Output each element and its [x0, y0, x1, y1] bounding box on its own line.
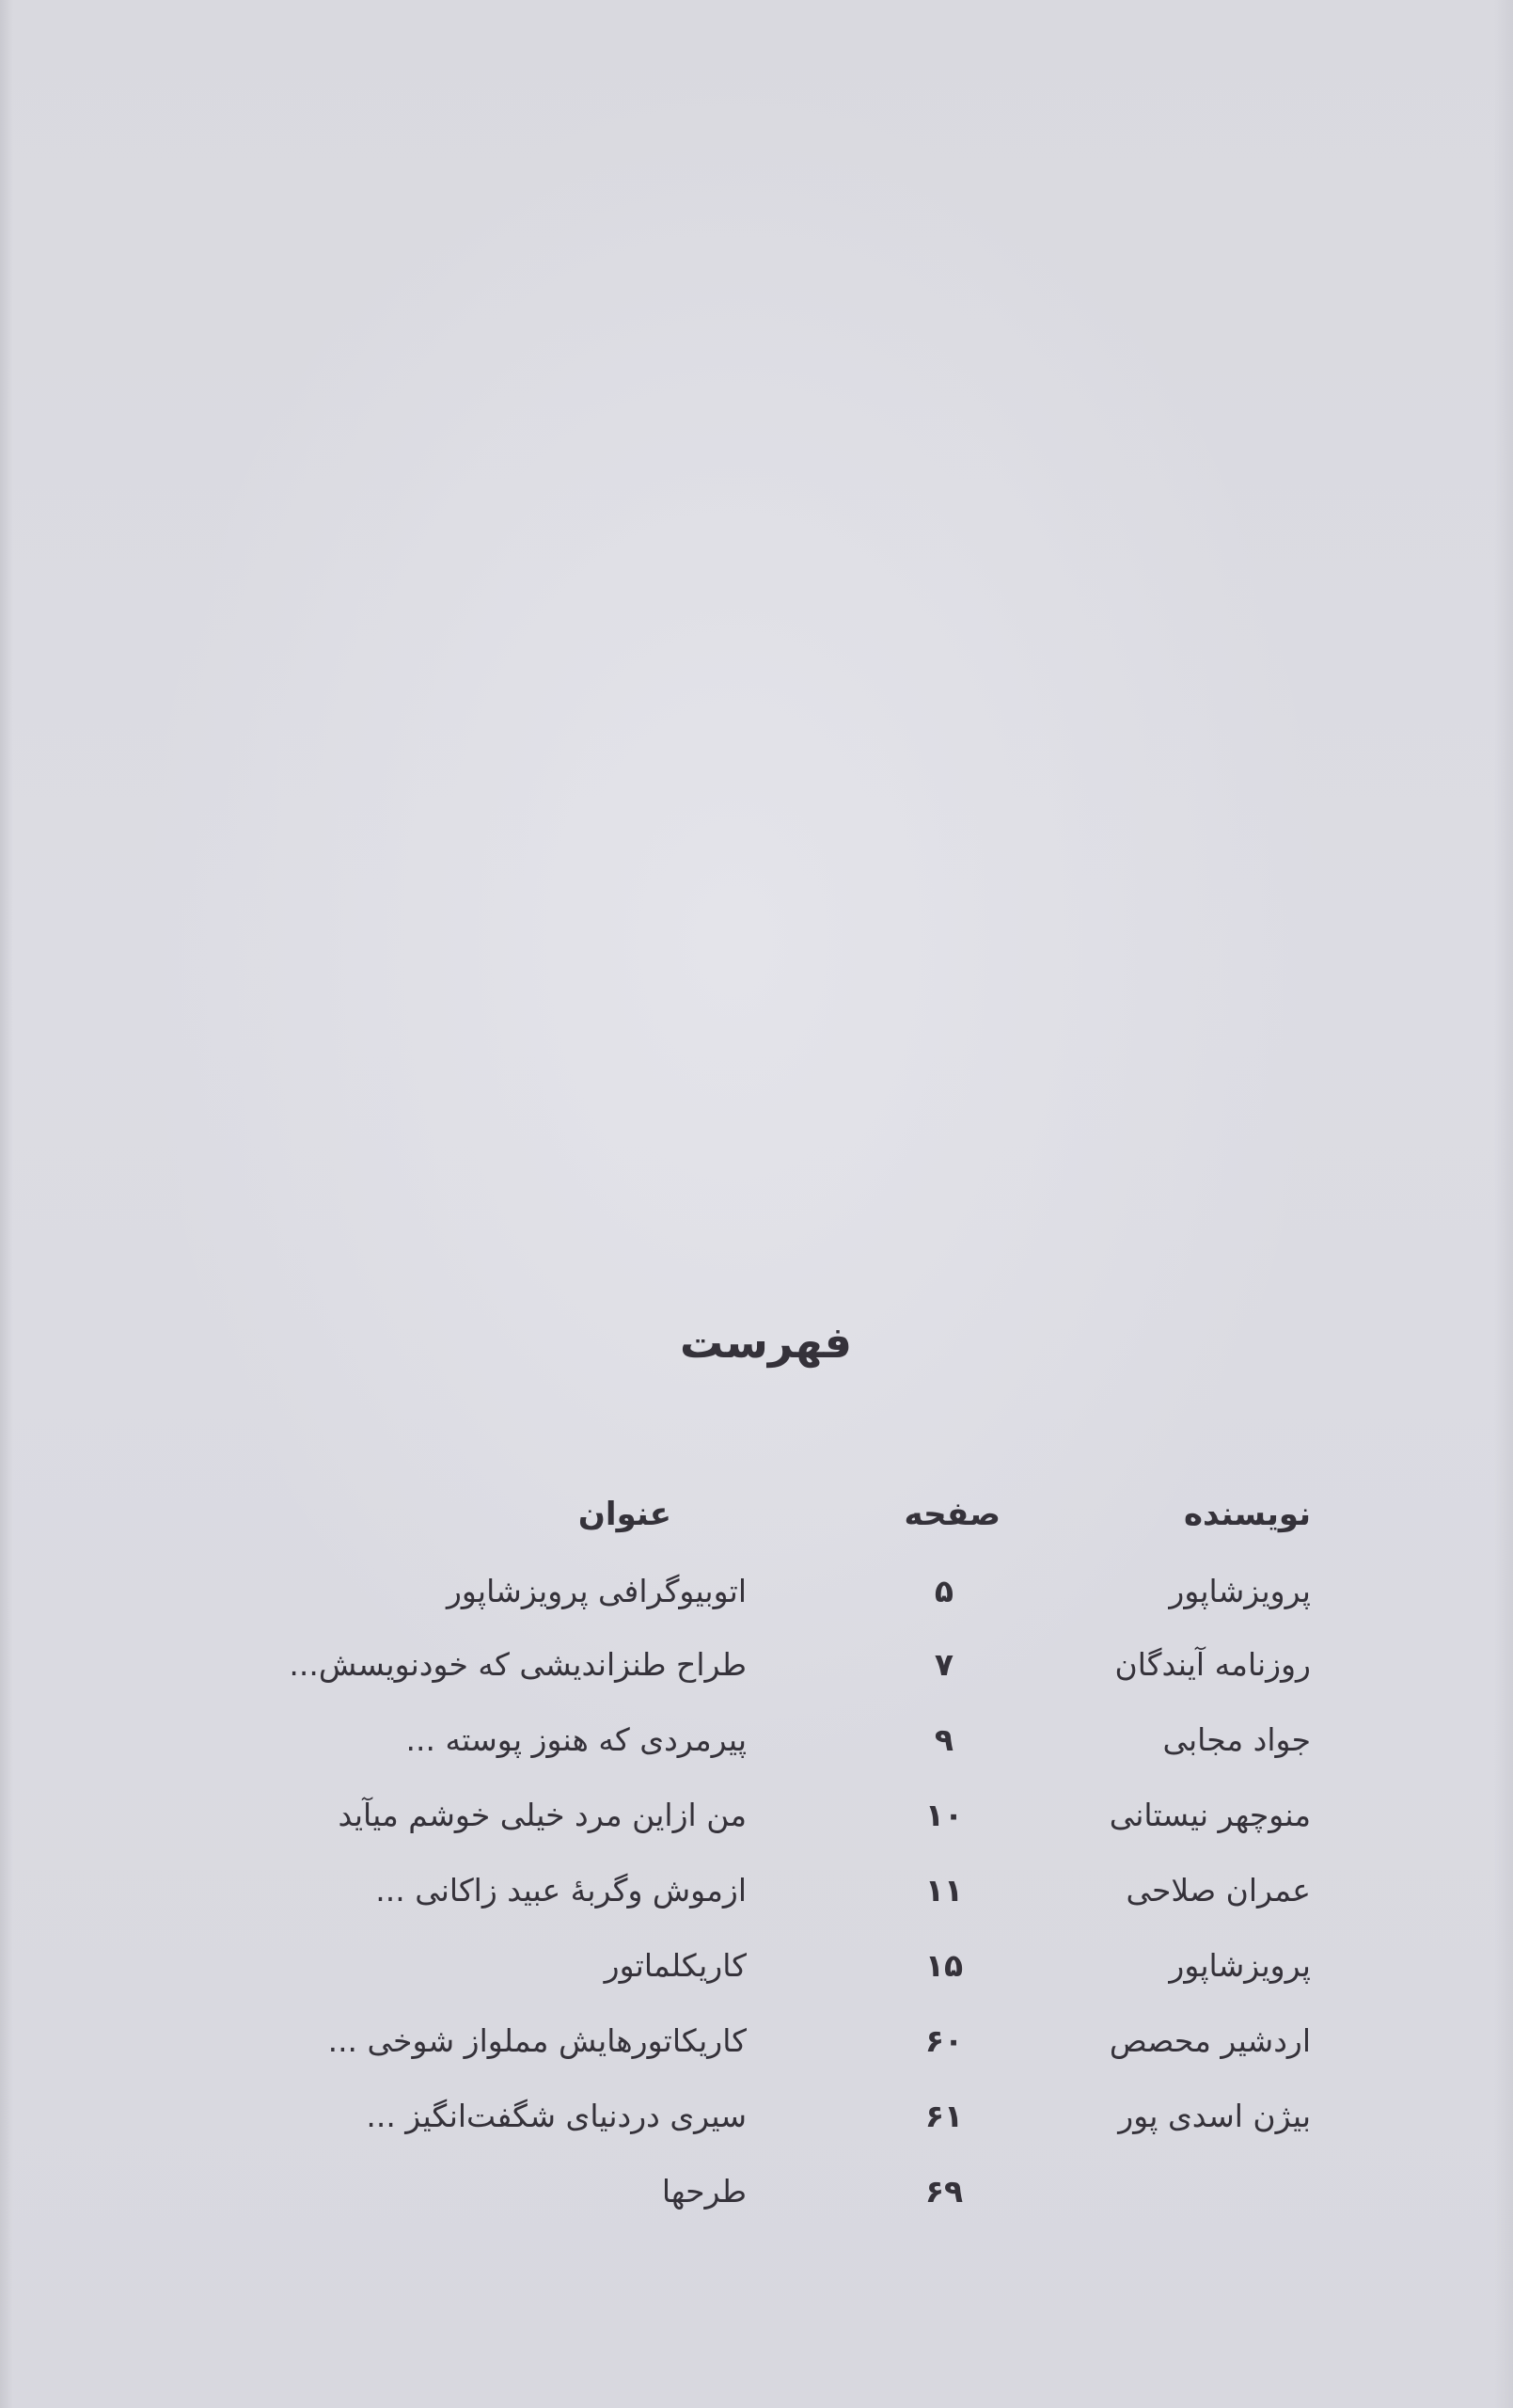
toc-row-page: ۶۰ [924, 2022, 964, 2059]
toc-row-title: ازموش وگربهٔ عبید زاکانی ... [375, 1872, 747, 1909]
toc-row-author: منوچهر نیستانی [1109, 1797, 1311, 1833]
toc-row-title: کاریکاتورهایش مملواز شوخی ... [327, 2022, 747, 2059]
toc-row-page: ۶۱ [924, 2098, 964, 2134]
toc-row [0, 1721, 1513, 1787]
toc-row-author: عمران صلاحی [1126, 1872, 1311, 1909]
toc-row [0, 1872, 1513, 1938]
toc-row [0, 1573, 1513, 1639]
toc-row-title: پیرمردی که هنوز پوسته ... [405, 1721, 747, 1758]
toc-row [0, 1797, 1513, 1862]
header-page: صفحه [904, 1496, 1001, 1533]
header-author: نویسنده [1183, 1496, 1311, 1533]
toc-row-title: طرحها [661, 2173, 747, 2210]
toc-row-author: بیژن اسدی پور [1118, 2098, 1311, 2134]
toc-row-author: پرویزشاپور [1169, 1947, 1311, 1984]
header-title: عنوان [577, 1496, 671, 1533]
toc-row-page: ۵ [934, 1573, 954, 1609]
toc-row-title: اتوبیوگرافی پرویزشاپور [446, 1573, 747, 1609]
toc-row [0, 1646, 1513, 1712]
toc-row-author: جواد مجابی [1162, 1721, 1311, 1758]
toc-row [0, 1947, 1513, 2013]
toc-row-page: ۷ [934, 1646, 954, 1683]
toc-title: فهرست [679, 1317, 853, 1368]
toc-row-author: روزنامه آیندگان [1114, 1646, 1311, 1683]
toc-row-page: ۹ [934, 1721, 954, 1758]
toc-row-page: ۱۵ [924, 1947, 964, 1984]
toc-row-author: اردشیر محصص [1109, 2022, 1311, 2059]
toc-row-page: ۱۰ [924, 1797, 964, 1833]
toc-row-title: سیری دردنیای شگفت‌انگیز ... [366, 2098, 747, 2134]
toc-row-page: ۱۱ [924, 1872, 964, 1909]
toc-row [0, 2173, 1513, 2239]
toc-row-title: کاریکلماتور [604, 1947, 747, 1984]
toc-row-page: ۶۹ [924, 2173, 964, 2210]
toc-row-author: پرویزشاپور [1169, 1573, 1311, 1609]
toc-row [0, 2022, 1513, 2088]
toc-row-title: طراح طنزاندیشی که خودنویسش... [289, 1646, 747, 1683]
toc-row [0, 2098, 1513, 2163]
toc-row-title: من ازاین مرد خیلی خوشم میآید [338, 1797, 747, 1833]
